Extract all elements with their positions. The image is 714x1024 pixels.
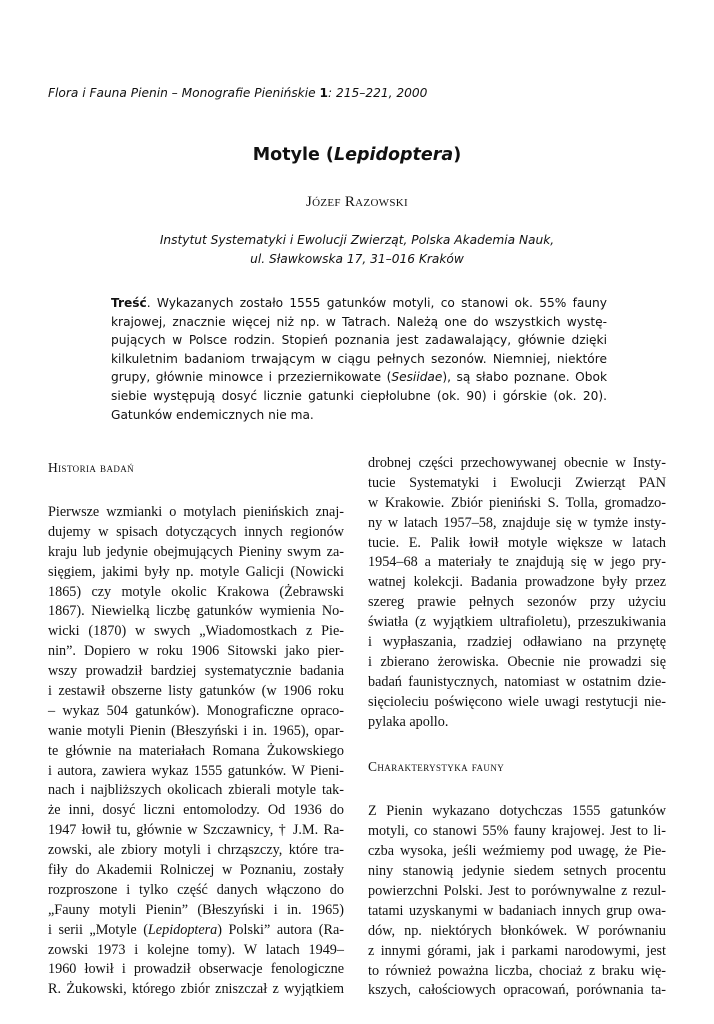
- paragraph-line: niny stanowią jedynie siedem setnych procentu: [368, 863, 666, 880]
- paragraph-line: nin”. Dopiero w roku 1906 Sitowski jako pier-: [48, 643, 344, 660]
- author-name: Józef Razowski: [305, 194, 408, 210]
- abstract-line: [111, 368, 607, 387]
- paragraph-line: drobnej części przechowywanej obecnie w Insty-: [368, 455, 666, 471]
- paragraph-line: i zbierano żerowiska. Obecnie nie prowadzi się: [368, 653, 666, 670]
- paragraph-line: motyli, co stanowi 55% fauny krajowej. Jest to li-: [368, 823, 666, 840]
- section-heading-fauna: Charakterystyka fauny: [368, 759, 505, 775]
- paragraph-line: tucie. E. Palik łowił motyle większe w latach: [368, 534, 666, 551]
- paragraph-line: i zestawił obszerne listy gatunków (w 1906 roku: [48, 683, 344, 700]
- paragraph-line: kraju lub jedynie obejmujących Pieniny swym za-: [48, 543, 344, 560]
- abstract-line: Gatunków endemicznych nie ma.: [111, 407, 314, 422]
- paragraph-line: Pierwsze wzmianki o motylach pienińskich znaj-: [48, 504, 344, 520]
- paragraph-line: nach i najbliższych okolicach zbierali motyle tak-: [48, 782, 344, 799]
- paragraph-line: sięcioleciu poświęcono wiele uwagi restytucji nie-: [368, 693, 666, 710]
- spacer: [368, 777, 666, 802]
- paragraph-line: sięgiem, jakimi były np. motyle Galicji (Nowicki: [48, 563, 344, 580]
- spacer: [368, 732, 666, 757]
- paragraph-line: w Krakowie. Zbiór pieniński S. Tolla, gromadzo-: [368, 494, 666, 511]
- abstract: [111, 294, 607, 424]
- paragraph-line: R. Żukowski, którego zbiór zniszczał z wyjątkiem: [48, 981, 344, 998]
- abstract-latin-name: Sesiidae: [391, 370, 443, 385]
- title-latin-name: Lepidoptera: [333, 145, 454, 165]
- paragraph-line: Z Pienin wykazano dotychczas 1555 gatunków: [368, 803, 666, 820]
- history-paragraph-continued: [368, 454, 666, 732]
- title-prefix: Motyle (: [252, 145, 334, 165]
- paragraph-line: że inni, dosyć liczni entomolodzy. Od 1936 do: [48, 802, 344, 819]
- article-title: [0, 145, 714, 165]
- abstract-line: [111, 294, 607, 313]
- paragraph-line: kszych, całościowych opracowań, porównania ta-: [368, 982, 666, 999]
- abstract-text: ), są słabo poznane. Obok: [442, 370, 607, 385]
- paragraph-line: powierzchni Polski. Jest to porównywalne z rezul-: [368, 883, 666, 900]
- paragraph-line: 1865) czy motyle okolic Krakowa (Żebrawski: [48, 583, 344, 600]
- abstract-line: siebie występują dosyć licznie gatunki ciepłolubne (ok. 90) i górskie (ok. 20).: [111, 388, 607, 403]
- paragraph-line: szereg prawie pełnych sezonów przy użyciu: [368, 594, 666, 611]
- fauna-paragraph: [368, 802, 666, 1001]
- paragraph-line: „Fauny motyli Pienin” (Błeszyński i in. 1965): [48, 901, 344, 918]
- latin-name: Lepidoptera: [147, 921, 218, 938]
- paragraph-text: ) Polski” autora (Ra-: [217, 921, 344, 938]
- abstract-text: . Wykazanych zostało 1555 gatunków motyli, co stanowi ok. 55% fauny: [146, 296, 607, 310]
- affiliation-line-1: Instytut Systematyki i Ewolucji Zwierząt, Polska Akademia Nauk,: [159, 233, 555, 247]
- paragraph-line: badań faunistycznych, natomiast w ostatnim dzie-: [368, 673, 666, 690]
- paragraph-line: wicki (1870) w swych „Wiadomostkach z Pie-: [48, 623, 344, 640]
- paragraph-line: wszy prowadził bardziej systematycznie badania: [48, 663, 344, 680]
- journal-citation: [48, 86, 668, 100]
- journal-volume: 1: [319, 86, 328, 100]
- abstract-label: Treść: [111, 296, 147, 310]
- paragraph-line: zowski 1973 i kolejne tomy). W latach 1949–: [48, 941, 344, 958]
- paragraph-line: i autora, zawiera wykaz 1555 gatunków. W Pieni-: [48, 762, 344, 779]
- paragraph-line: dujemy w spisach dotyczących innych regionów: [48, 523, 344, 540]
- paragraph-line: tucie Systematyki i Ewolucji Zwierząt PAN: [368, 474, 666, 491]
- paragraph-line: to również poważna liczba, chociaż z braku wię-: [368, 962, 666, 979]
- paragraph-line: z innymi górami, jak i parkami narodowymi, jest: [368, 942, 666, 959]
- history-paragraph-end: [48, 941, 344, 1001]
- abstract-text: grupy, głównie minowce i przeziernikowate (: [111, 370, 392, 385]
- paragraph-line: 1867). Niewielką liczbę gatunków wymienia No-: [48, 603, 344, 620]
- paragraph-line: rozproszone i tylko część danych włączono do: [48, 881, 344, 898]
- paragraph-line: [48, 921, 344, 941]
- paragraph-line: te głównie na materiałach Romana Żukowskiego: [48, 742, 344, 759]
- right-column: [368, 454, 666, 1001]
- affiliation-line-2: ul. Sławkowska 17, 31–016 Kraków: [250, 251, 464, 266]
- paragraph-line: dów, np. niektórych błonkówek. W porównaniu: [368, 922, 666, 939]
- paragraph-line: 1954–68 a materiały te znajdują się w jego pry-: [368, 554, 666, 571]
- journal-pages-year: : 215–221, 2000: [327, 86, 428, 100]
- affiliation: [0, 231, 714, 268]
- paragraph-line: – wykaz 504 gatunków). Monograficzne opraco-: [48, 702, 344, 719]
- abstract-line: pujących w Polsce rodzin. Stopień poznania jest zadawalający, głównie dzięki: [111, 333, 607, 348]
- paragraph-line: tatami uzyskanymi w badaniach innych grup owa-: [368, 902, 666, 919]
- left-column: [48, 458, 344, 1000]
- paragraph-line: zowski, ale zbiory motyli i chrząszczy, które tra-: [48, 842, 344, 859]
- paragraph-line: 1947 łowił tu, głównie w Szczawnicy, † J.M. Ra-: [48, 822, 344, 839]
- paragraph-line: wanie motyli Pienin (Błeszyński i in. 1965), opar-: [48, 722, 344, 739]
- paragraph-text: i serii „Motyle (: [48, 921, 148, 938]
- section-heading-history: Historia badań: [48, 460, 135, 475]
- abstract-line: krajowej, znacznie więcej niż np. w Tatrach. Należą one do wszystkich wystę-: [111, 314, 607, 329]
- paragraph-line: watnej kolekcji. Badania prowadzone były przez: [368, 574, 666, 591]
- paragraph-line: i wypłaszania, rzadziej odławiano na przynętę: [368, 634, 666, 651]
- spacer: [48, 478, 344, 503]
- journal-name: Flora i Fauna Pienin – Monografie Pienińskie: [48, 86, 316, 100]
- paragraph-line: pylaka apollo.: [368, 713, 449, 730]
- abstract-line: kilkuletnim badaniom trwającym w ciągu pełnych sezonów. Niemniej, niektóre: [111, 351, 607, 366]
- paragraph-line: światła (z wyjątkiem ultrafioletu), przeszukiwania: [368, 614, 666, 631]
- paragraph-line: czba wysoka, jeśli weźmiemy pod uwagę, że Pie-: [368, 843, 666, 860]
- paragraph-line: ny w latach 1957–58, znajduje się w tymże insty-: [368, 514, 666, 531]
- paragraph-line: fiły do Akademii Rolniczej w Poznaniu, zostały: [48, 862, 344, 879]
- history-paragraph: [48, 503, 344, 921]
- title-suffix: ): [453, 145, 462, 165]
- paragraph-line: 1960 łowił i prowadził obserwacje fenologiczne: [48, 961, 344, 978]
